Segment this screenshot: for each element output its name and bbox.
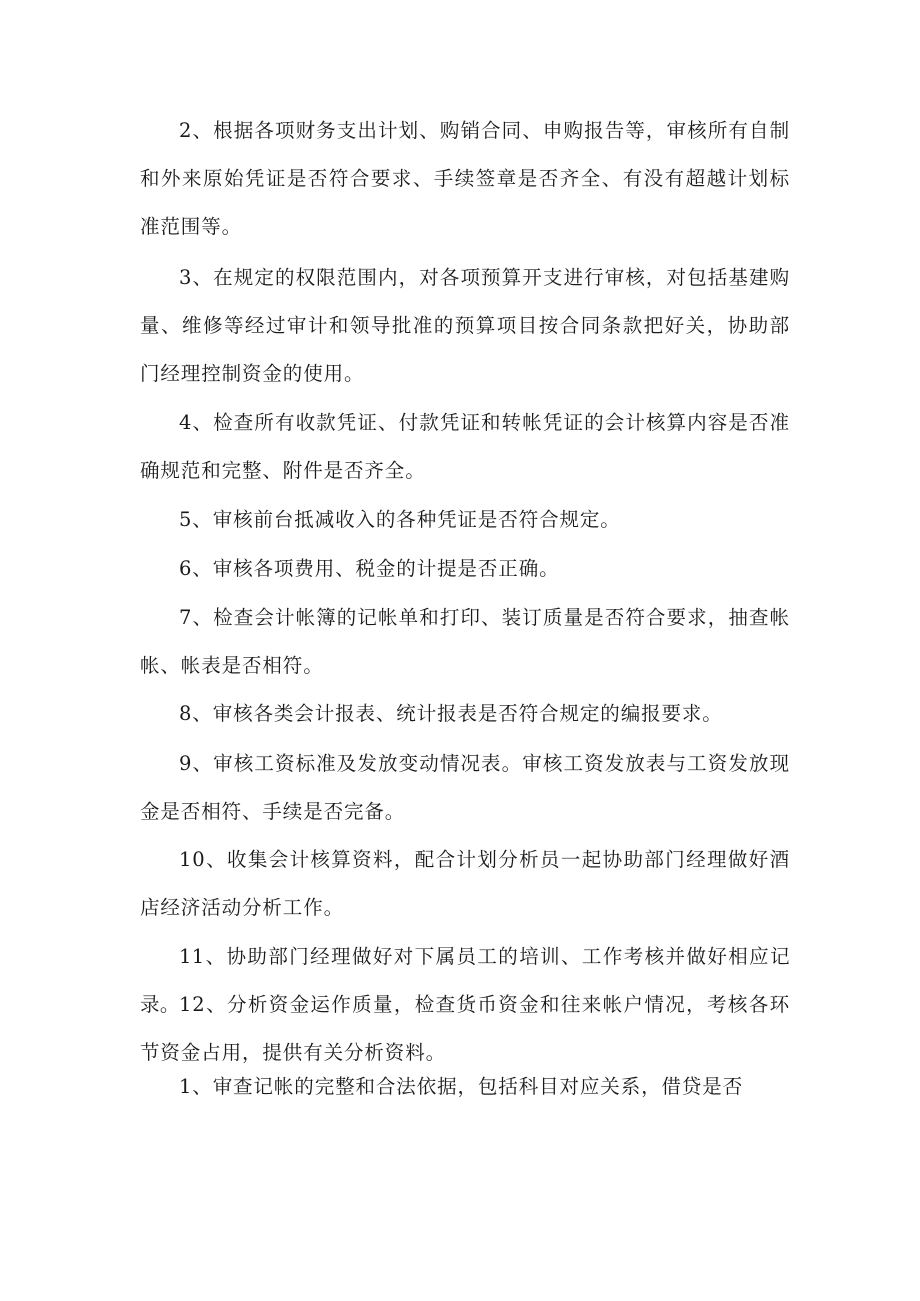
paragraph-item-11: 11、协助部门经理做好对下属员工的培训、工作考核并做好相应记录。 (140, 945, 790, 1016)
paragraph-item-12: 12、分析资金运作质量，检查货币资金和往来帐户情况，考核各环节资金占用，提供有关分析资料。 (140, 993, 790, 1064)
paragraph-item-7: 7、检查会计帐簿的记帐单和打印、装订质量是否符合要求，抽查帐帐、帐表是否相符。 (140, 606, 790, 677)
paragraph-item-2: 2、根据各项财务支出计划、购销合同、申购报告等，审核所有自制和外来原始凭证是否符合要求、手续签章是否齐全、有没有超越计划标准范围等。 (140, 119, 790, 238)
paragraph-item-6: 6、审核各项费用、税金的计提是否正确。 (179, 557, 560, 580)
paragraph-item-8: 8、审核各类会计报表、统计报表是否符合规定的编报要求。 (179, 702, 723, 725)
paragraph-item-9: 9、审核工资标准及发放变动情况表。审核工资发放表与工资发放现金是否相符、手续是否完备。 (140, 752, 790, 823)
paragraph-item-5: 5、审核前台抵减收入的各种凭证是否符合规定。 (179, 508, 621, 531)
paragraph-item-3: 3、在规定的权限范围内，对各项预算开支进行审核，对包括基建购量、维修等经过审计和领导批准的预算项目按合同条款把好关，协助部门经理控制资金的使用。 (140, 266, 790, 385)
paragraph-item-10: 10、收集会计核算资料，配合计划分析员一起协助部门经理做好酒店经济活动分析工作。 (140, 848, 790, 919)
paragraph-item-4: 4、检查所有收款凭证、付款凭证和转帐凭证的会计核算内容是否准确规范和完整、附件是否齐全。 (140, 411, 790, 482)
paragraph-item-1: 1、审查记帐的完整和合法依据，包括科目对应关系，借贷是否 (179, 1075, 744, 1098)
